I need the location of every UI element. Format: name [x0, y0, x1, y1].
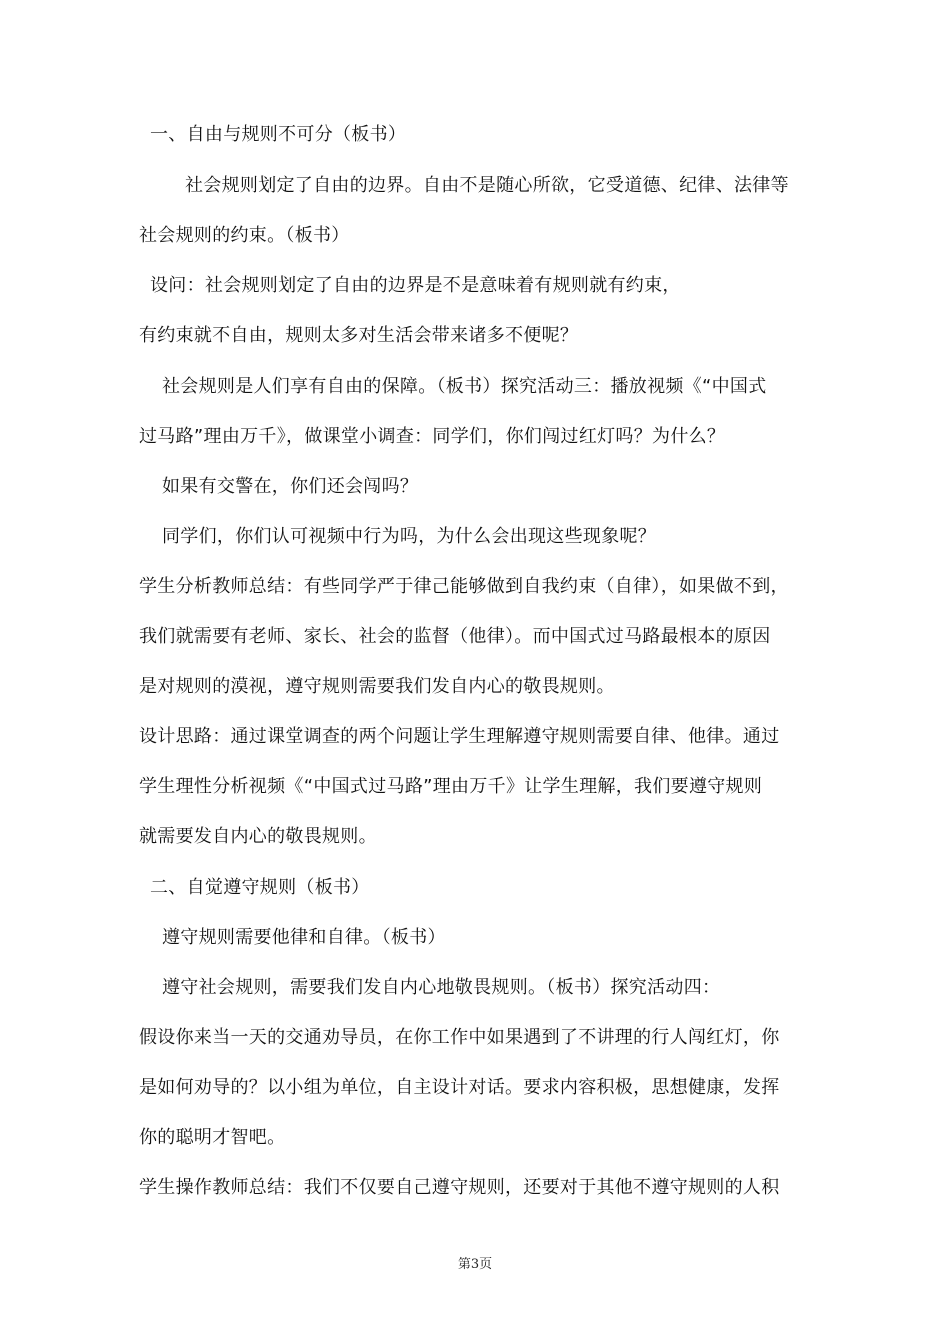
paragraph-line: 社会规则是人们享有自由的保障。（板书）探究活动三：播放视频《“中国式	[162, 376, 767, 397]
paragraph-line: 有约束就不自由，规则太多对生活会带来诸多不便呢？	[139, 325, 579, 346]
paragraph-line: 假设你来当一天的交通劝导员，在你工作中如果遇到了不讲理的行人闯红灯，你	[139, 1027, 780, 1048]
paragraph-line: 你的聪明才智吧。	[139, 1127, 286, 1148]
heading-section-two: 二、自觉遵守规则（板书）	[150, 877, 370, 898]
paragraph-line: 社会规则划定了自由的边界。自由不是随心所欲，它受道德、纪律、法律等	[185, 175, 789, 196]
paragraph-line: 过马路”理由万千》，做课堂小调查：同学们，你们闯过红灯吗？为什么？	[139, 426, 726, 447]
paragraph-line: 遵守规则需要他律和自律。（板书）	[162, 927, 446, 948]
heading-section-one: 一、自由与规则不可分（板书）	[150, 124, 407, 145]
paragraph-line: 设问：社会规则划定了自由的边界是不是意味着有规则就有约束，	[150, 275, 681, 296]
paragraph-line: 学生理性分析视频《“中国式过马路”理由万千》让学生理解，我们要遵守规则	[139, 776, 763, 797]
paragraph-line: 是对规则的漠视，遵守规则需要我们发自内心的敬畏规则。	[139, 676, 615, 697]
paragraph-line: 学生操作教师总结：我们不仅要自己遵守规则，还要对于其他不遵守规则的人积	[139, 1177, 780, 1198]
paragraph-line: 同学们，你们认可视频中行为吗，为什么会出现这些现象呢？	[162, 526, 657, 547]
paragraph-line: 社会规则的约束。（板书）	[139, 225, 350, 246]
paragraph-line: 是如何劝导的？以小组为单位，自主设计对话。要求内容积极，思想健康，发挥	[139, 1077, 780, 1098]
paragraph-line: 遵守社会规则，需要我们发自内心地敬畏规则。（板书）探究活动四：	[162, 977, 721, 998]
paragraph-line: 如果有交警在，你们还会闯吗？	[162, 476, 419, 497]
paragraph-line: 就需要发自内心的敬畏规则。	[139, 826, 377, 847]
paragraph-line: 设计思路：通过课堂调查的两个问题让学生理解遵守规则需要自律、他律。通过	[139, 726, 780, 747]
paragraph-line: 我们就需要有老师、家长、社会的监督（他律）。而中国式过马路最根本的原因	[139, 626, 771, 647]
paragraph-line: 学生分析教师总结：有些同学严于律己能够做到自我约束（自律），如果做不到，	[139, 576, 789, 597]
page-number: 第3页	[457, 1257, 493, 1272]
